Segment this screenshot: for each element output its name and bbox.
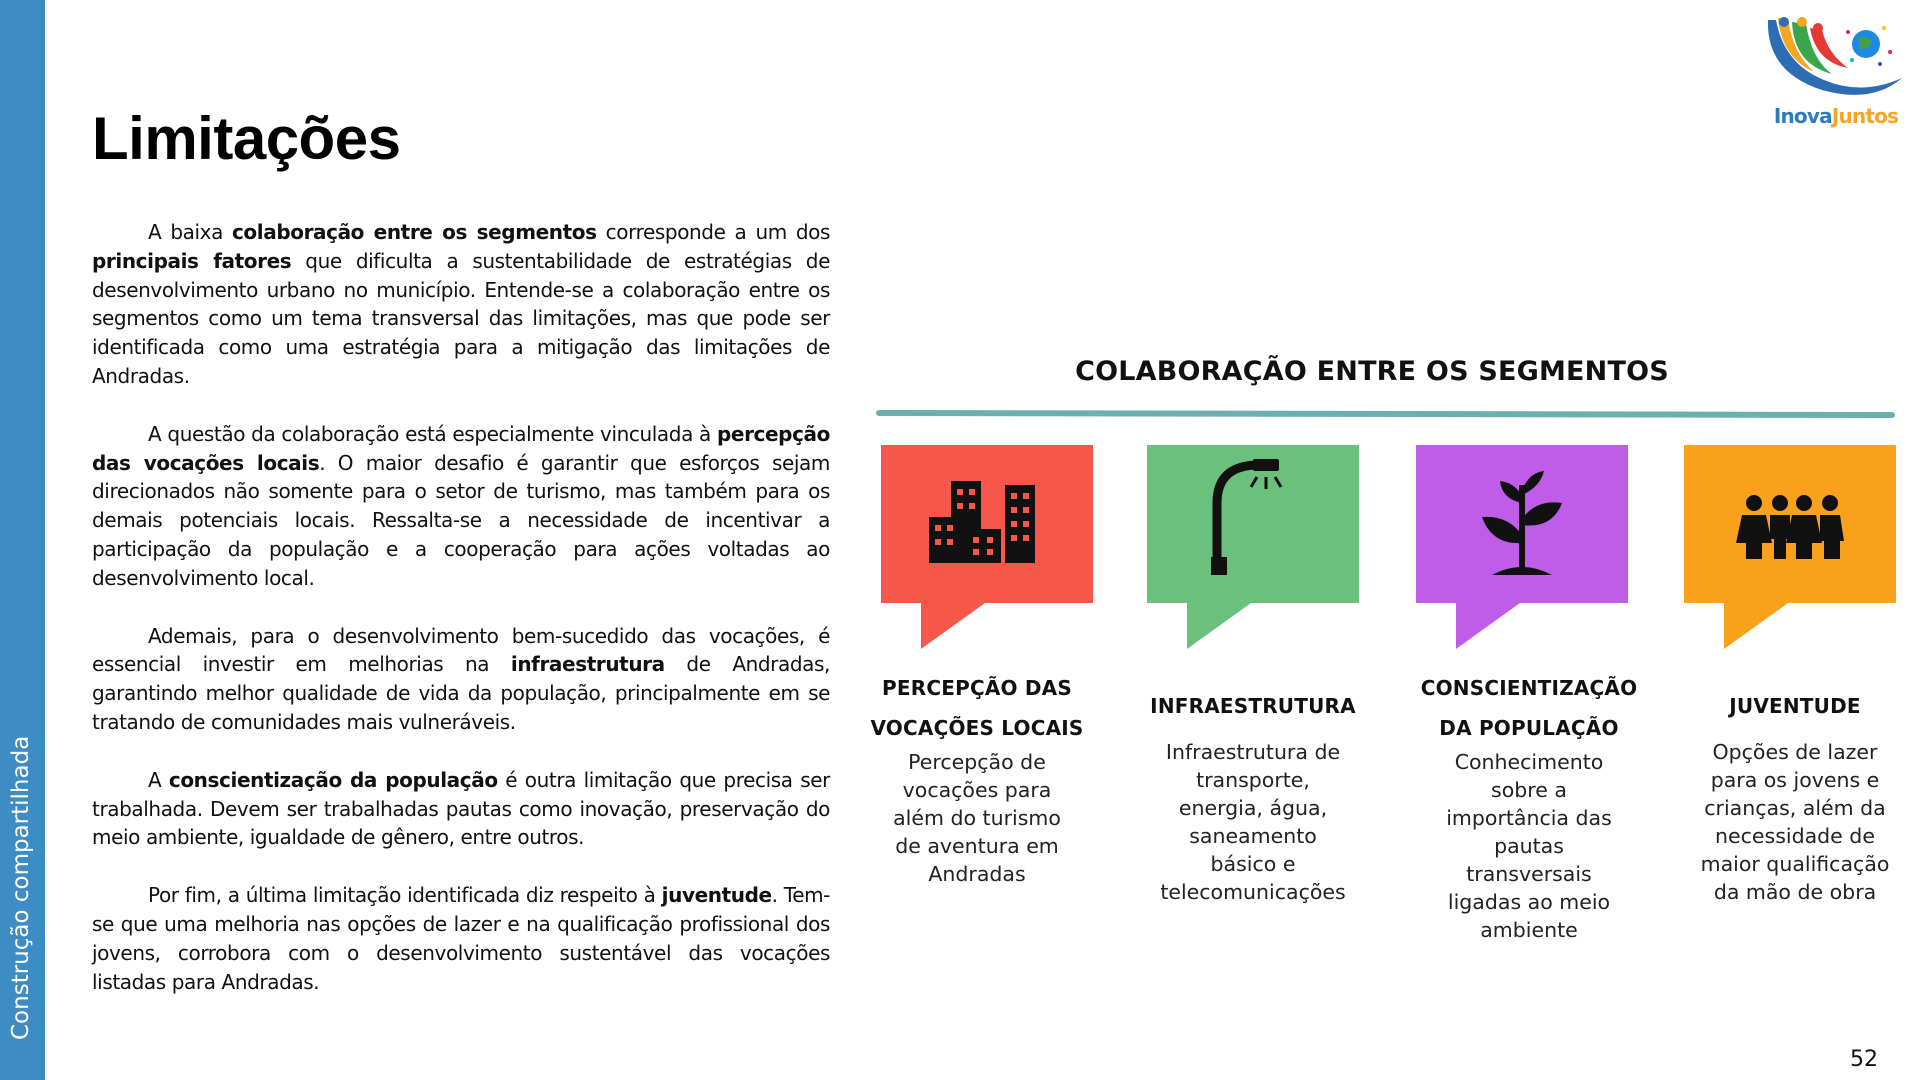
- caption-conscientizacao: [1404, 668, 1654, 944]
- paragraph-1: A baixa colaboração entre os segmentos corresponde a um dos principais fatores que dificulta a sustentabilidade de estratégias de desenvolvimento urbano no município. Entende-se a colaboração entre os segmentos como um tema transversal das limitações, mas que pode ser identificada como uma estratégia para a mitigação das limitações de Andradas.: [92, 220, 830, 388]
- diagram-divider: [876, 410, 1895, 418]
- caption-title: JUVENTUDE: [1729, 694, 1861, 718]
- sidebar-label: Construção compartilhada: [8, 735, 34, 1040]
- caption-description: Percepção de vocações para além do turismo de aventura em Andradas: [893, 750, 1061, 886]
- caption-title: INFRAESTRUTURA: [1150, 694, 1356, 718]
- plant-icon: [1416, 445, 1628, 603]
- paragraph-4: A conscientização da população é outra limitação que precisa ser trabalhada. Devem ser trabalhadas pautas como inovação, preservação do meio ambiente, igualdade de gênero, entre outros.: [92, 767, 830, 850]
- logo-swoosh-icon: [1762, 12, 1910, 108]
- streetlight-icon: [1147, 445, 1359, 603]
- paragraph-2: A questão da colaboração está especialmente vinculada à percepção das vocações locais. O maior desafio é garantir que esforços sejam direcionados não somente para o setor de turismo, mas também para os demais potenciais locais. Ressalta-se a necessidade de incentivar a participação da população e a cooperação para ações voltadas ao desenvolvimento local.: [92, 421, 830, 590]
- card-conscientizacao: [1416, 445, 1628, 655]
- body-text: [92, 218, 830, 1025]
- sidebar-strip: [0, 0, 45, 1080]
- inovajuntos-logo: [1762, 12, 1910, 136]
- caption-percepcao: [852, 668, 1102, 888]
- caption-infraestrutura: [1128, 686, 1378, 906]
- caption-description: Opções de lazer para os jovens e crianças, além da necessidade de maior qualificação da mão de obra: [1700, 740, 1890, 904]
- page-number: 52: [1850, 1047, 1878, 1072]
- caption-title: CONSCIENTIZAÇÃO DA POPULAÇÃO: [1420, 676, 1638, 740]
- page-title: Limitações: [92, 105, 401, 172]
- caption-description: Conhecimento sobre a importância das pautas transversais ligadas ao meio ambiente: [1446, 750, 1612, 942]
- caption-title: PERCEPÇÃO DAS VOCAÇÕES LOCAIS: [870, 676, 1084, 740]
- diagram-title: COLABORAÇÃO ENTRE OS SEGMENTOS: [1075, 356, 1669, 387]
- logo-wordmark: InovaJuntos: [1773, 104, 1899, 128]
- paragraph-5: Por fim, a última limitação identificada diz respeito à juventude. Tem-se que uma melhoria nas opções de lazer e na qualificação profissional dos jovens, corrobora com o desenvolvimento sustentável das vocações listadas para Andradas.: [92, 883, 830, 994]
- paragraph-3: Ademais, para o desenvolvimento bem-sucedido das vocações, é essencial investir em melhorias na infraestrutura de Andradas, garantindo melhor qualidade de vida da população, principalmente em se tratando de comunidades mais vulneráveis.: [92, 623, 830, 734]
- caption-description: Infraestrutura de transporte, energia, água, saneamento básico e telecomunicações: [1160, 740, 1346, 904]
- group-people-icon: [1684, 445, 1896, 603]
- card-percepcao: [881, 445, 1093, 655]
- card-juventude: [1684, 445, 1896, 655]
- caption-juventude: [1670, 686, 1920, 906]
- buildings-icon: [881, 445, 1093, 603]
- card-infraestrutura: [1147, 445, 1359, 655]
